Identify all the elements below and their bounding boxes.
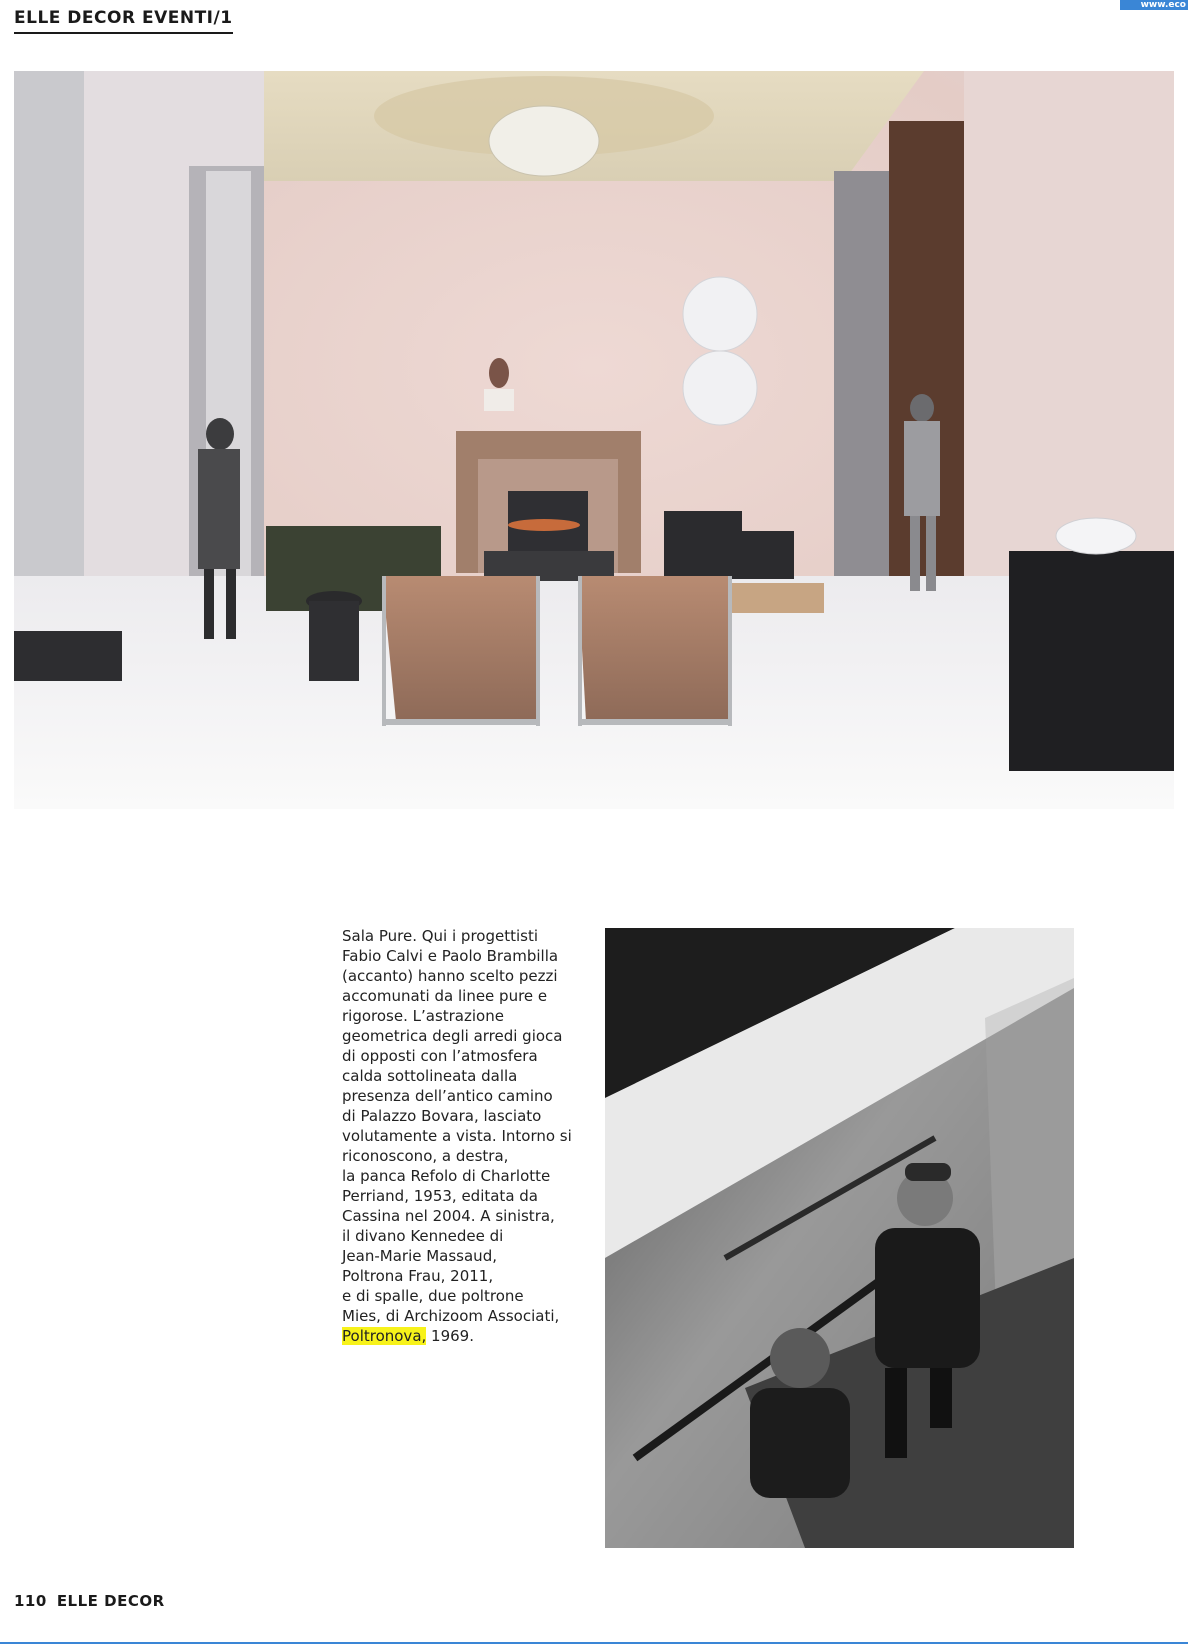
interior-room-image xyxy=(14,71,1174,809)
page-number: 110 xyxy=(14,1592,47,1610)
highlighted-brand: Poltronova, xyxy=(342,1327,427,1345)
designers-portrait-photo xyxy=(605,928,1074,1548)
footer-divider xyxy=(0,1642,1188,1644)
page-section-title: ELLE DECOR EVENTI/1 xyxy=(14,8,233,34)
caption-text-end: 1969. xyxy=(426,1327,474,1345)
caption-text: Sala Pure. Qui i progettisti Fabio Calvi e Paolo Brambilla (accanto) hanno scelto pezzi accomunati da linee pure e rigorose. L’astrazione geometrica degli arredi gioca di opposti con l’atmosfera calda sottolineata dalla presenza dell’antico camino di Palazzo Bovara, lasciato volutamente a vista. Intorno si riconoscono, a destra, la panca Refolo di Charlotte Perriand, 1953, editata da Cassina nel 2004. A sinistra, il divano Kennedee di Jean-Marie Massaud, Poltrona Frau, 2011, e di spalle, due poltrone Mies, di Archizoom Associati, xyxy=(342,927,572,1325)
magazine-name: ELLE DECOR xyxy=(56,1592,165,1610)
page-footer xyxy=(14,1592,165,1610)
website-tag[interactable]: www.eco xyxy=(1120,0,1188,10)
photo-caption xyxy=(342,926,588,1346)
